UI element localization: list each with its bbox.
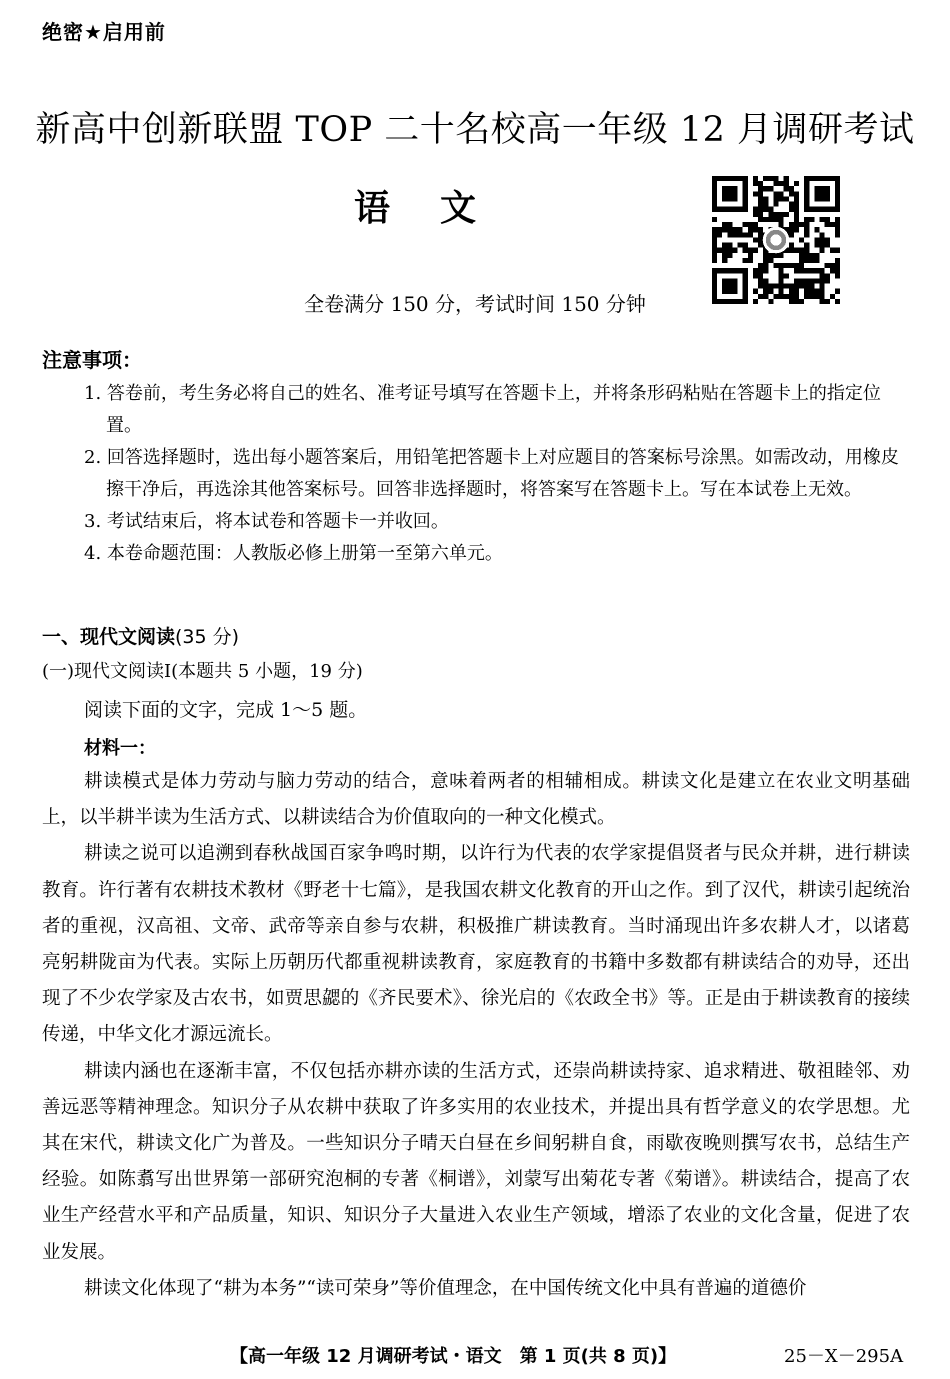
confidential-label: 绝密★启用前 [42,20,166,44]
exam-title: 新高中创新联盟 TOP 二十名校高一年级 12 月调研考试 [35,110,915,150]
score-info: 全卷满分 150 分，考试时间 150 分钟 [304,292,646,316]
passage-paragraph: 耕读文化体现了“耕为本务”“读可荣身”等价值理念，在中国传统文化中具有普遍的道德价 [84,1277,807,1299]
passage-paragraph: 耕读之说可以追溯到春秋战国百家争鸣时期，以许行为代表的农学家提倡贤者与民众并耕，进行耕读教育。许行著有农耕技术教材《野老十七篇》，是我国农耕文化教育的开山之作。到了汉代，耕读引起统治者的重视，汉高祖、文帝、武帝等亲自参与农耕，积极推广耕读教育。当时涌现出许多农耕人才，以诸葛亮躬耕陇亩为代表。实际上历朝历代都重视耕读教育，家庭教育的书籍中多数都有耕读结合的劝导，还出现了不少农学家及古农书，如贾思勰的《齐民要术》、徐光启的《农政全书》等。正是由于耕读教育的接续传递，中华文化才源远流长。 [42,843,910,1046]
notice-item: 1. 答卷前，考生务必将自己的姓名、准考证号填写在答题卡上，并将条形码粘贴在答题卡上的指定位置。 [84,383,881,436]
reading-passage [42,764,910,1307]
section-title: 一、现代文阅读 [42,626,176,648]
passage-paragraph: 耕读模式是体力劳动与脑力劳动的结合，意味着两者的相辅相成。耕读文化是建立在农业文明基础上，以半耕半读为生活方式、以耕读结合为价值取向的一种文化模式。 [42,771,910,829]
notice-item: 4. 本卷命题范围：人教版必修上册第一至第六单元。 [84,543,503,564]
footer-page-info: 【高一年级 12 月调研考试・语文 第 1 页(共 8 页)】 [230,1346,677,1367]
footer-exam-code: 25－X－295A [784,1346,904,1367]
subject-title: 语文 [354,188,527,229]
notice-item: 2. 回答选择题时，选出每小题答案后，用铅笔把答题卡上对应题目的答案标号涂黑。如需改动，用橡皮擦干净后，再选涂其他答案标号。回答非选择题时，将答案写在答题卡上。写在本试卷上无效。 [84,447,899,500]
notice-item: 3. 考试结束后，将本试卷和答题卡一并收回。 [84,511,449,532]
reading-instruction: 阅读下面的文字，完成 1～5 题。 [84,699,368,721]
qr-code-icon [712,176,840,304]
notice-heading: 注意事项： [42,348,142,372]
passage-paragraph: 耕读内涵也在逐渐丰富，不仅包括亦耕亦读的生活方式，还崇尚耕读持家、追求精进、敬祖睦邻、劝善远恶等精神理念。知识分子从农耕中获取了许多实用的农业技术，并提出具有哲学意义的农学思想。尤其在宋代，耕读文化广为普及。一些知识分子晴天白昼在乡间躬耕自食，雨歇夜晚则撰写农书，总结生产经验。如陈翥写出世界第一部研究泡桐的专著《桐谱》，刘蒙写出菊花专著《菊谱》。耕读结合，提高了农业生产经营水平和产品质量，知识、知识分子大量进入农业生产领域，增添了农业的文化含量，促进了农业发展。 [42,1060,910,1263]
section-points: (35 分) [175,626,240,648]
material-heading: 材料一： [84,738,156,759]
section-heading [42,622,239,649]
notice-list [84,378,912,570]
subsection-heading: (一)现代文阅读Ⅰ(本题共 5 小题，19 分) [42,661,363,682]
